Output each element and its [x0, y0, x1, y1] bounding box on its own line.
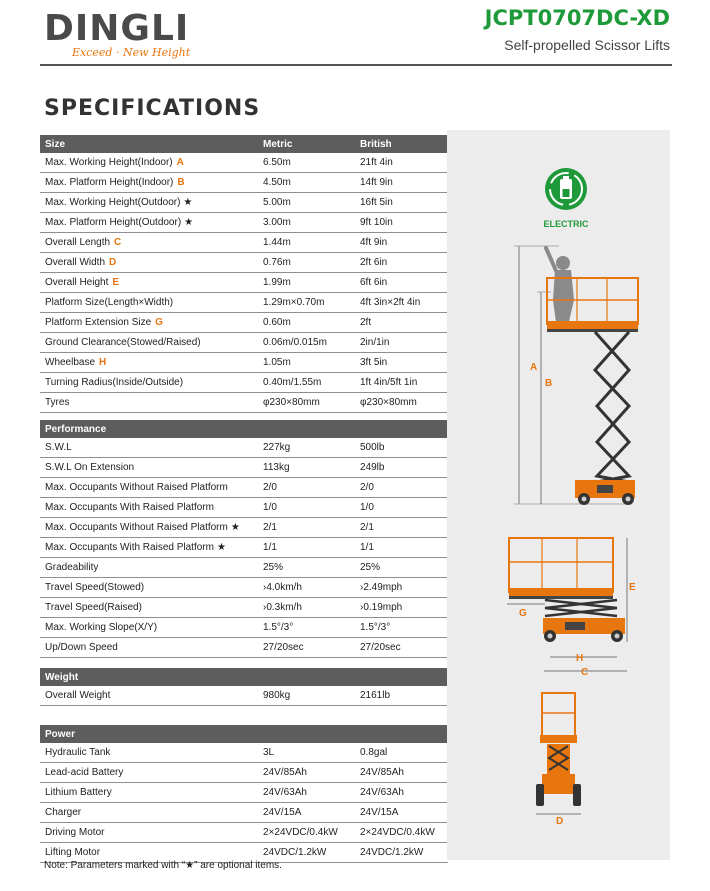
optional-star: ★: [216, 542, 226, 553]
stowed-lift-side-view: [507, 538, 636, 678]
header-cell: Size: [40, 135, 258, 153]
table-row: [40, 193, 448, 213]
table-row: [40, 823, 448, 843]
british-value: 2in/1in: [355, 333, 448, 353]
param-name: Turning Radius(Inside/Outside): [45, 377, 184, 388]
metric-value: 3L: [258, 743, 355, 763]
british-value: 24VDC/1.2kW: [355, 843, 448, 863]
table-row: [40, 803, 448, 823]
table-row: [40, 273, 448, 293]
metric-value: 4.50m: [258, 173, 355, 193]
british-value: 2/1: [355, 518, 448, 538]
british-value: 2ft: [355, 313, 448, 333]
metric-value: 2/0: [258, 478, 355, 498]
header-cell: [355, 668, 448, 686]
param-name: S.W.L On Extension: [45, 462, 135, 473]
param-name: Gradeability: [45, 562, 99, 573]
param-name: Overall Width: [45, 257, 106, 268]
british-value: 249lb: [355, 458, 448, 478]
british-value: 3ft 5in: [355, 353, 448, 373]
param-name: Lithium Battery: [45, 787, 112, 798]
metric-value: ›4.0km/h: [258, 578, 355, 598]
british-value: 25%: [355, 558, 448, 578]
british-value: 1/1: [355, 538, 448, 558]
table-header: [40, 668, 448, 686]
param-name: Overall Weight: [45, 690, 111, 701]
param-name: Max. Platform Height(Outdoor): [45, 217, 182, 228]
british-value: 4ft 9in: [355, 233, 448, 253]
optional-star: ★: [230, 522, 240, 533]
param-name: Max. Occupants With Raised Platform: [45, 502, 214, 513]
dimension-label-d: D: [556, 816, 564, 827]
metric-value: 1.44m: [258, 233, 355, 253]
dimension-label-b: B: [545, 378, 553, 389]
table-row: [40, 173, 448, 193]
metric-value: 980kg: [258, 686, 355, 706]
british-value: 24V/63Ah: [355, 783, 448, 803]
param-name: Wheelbase: [45, 357, 96, 368]
table-row: [40, 333, 448, 353]
metric-value: 3.00m: [258, 213, 355, 233]
param-name: Driving Motor: [45, 827, 105, 838]
param-name: Max. Working Slope(X/Y): [45, 622, 158, 633]
param-name: Max. Occupants Without Raised Platform: [45, 482, 228, 493]
header-cell: Metric: [258, 135, 355, 153]
british-value: 1/0: [355, 498, 448, 518]
dimension-letter: G: [155, 317, 163, 328]
metric-value: ›0.3km/h: [258, 598, 355, 618]
metric-value: 24V/85Ah: [258, 763, 355, 783]
british-value: φ230×80mm: [355, 393, 448, 413]
british-value: 14ft 9in: [355, 173, 448, 193]
param-name: Charger: [45, 807, 82, 818]
table-row: [40, 253, 448, 273]
badge-label: ELECTRIC: [543, 219, 589, 229]
param-name: Max. Working Height(Outdoor): [45, 197, 181, 208]
british-value: 24V/85Ah: [355, 763, 448, 783]
british-value: 4ft 3in×2ft 4in: [355, 293, 448, 313]
metric-value: 6.50m: [258, 153, 355, 173]
dimension-letter: E: [112, 277, 120, 288]
metric-value: 5.00m: [258, 193, 355, 213]
metric-value: 227kg: [258, 438, 355, 458]
table-row: [40, 393, 448, 413]
table-row: [40, 578, 448, 598]
metric-value: 1.29m×0.70m: [258, 293, 355, 313]
dimension-letter: D: [109, 257, 117, 268]
british-value: 21ft 4in: [355, 153, 448, 173]
dimension-label-e: E: [629, 582, 636, 593]
metric-value: 27/20sec: [258, 638, 355, 658]
metric-value: φ230×80mm: [258, 393, 355, 413]
brand-slogan: Exceed · New Height: [72, 46, 191, 59]
header-cell: [258, 420, 355, 438]
table-row: [40, 293, 448, 313]
metric-value: 1/1: [258, 538, 355, 558]
metric-value: 1/0: [258, 498, 355, 518]
power-table: [40, 725, 448, 863]
british-value: 1.5°/3°: [355, 618, 448, 638]
british-value: 2/0: [355, 478, 448, 498]
table-row: [40, 598, 448, 618]
table-row: [40, 458, 448, 478]
optional-star: ★: [184, 217, 194, 228]
metric-value: 1.05m: [258, 353, 355, 373]
table-row: [40, 638, 448, 658]
table-row: [40, 618, 448, 638]
british-value: ›2.49mph: [355, 578, 448, 598]
table-row: [40, 153, 448, 173]
metric-value: 2×24VDC/0.4kW: [258, 823, 355, 843]
dimension-label-g: G: [519, 608, 527, 619]
dimension-letter: B: [177, 177, 185, 188]
footnote: Note: Parameters marked with “★” are optional items.: [44, 860, 282, 871]
british-value: 16ft 5in: [355, 193, 448, 213]
table-row: [40, 783, 448, 803]
header-cell: Power: [40, 725, 258, 743]
dimension-label-c: C: [581, 667, 589, 678]
table-row: [40, 763, 448, 783]
param-name: Hydraulic Tank: [45, 747, 111, 758]
table-header: [40, 135, 448, 153]
model-number: JCPT0707DC-XD: [484, 6, 670, 30]
table-row: [40, 373, 448, 393]
table-row: [40, 313, 448, 333]
table-header: [40, 725, 448, 743]
header-cell: [355, 420, 448, 438]
header-cell: [258, 668, 355, 686]
param-name: Platform Size(Length×Width): [45, 297, 174, 308]
param-name: Travel Speed(Raised): [45, 602, 142, 613]
param-name: Max. Platform Height(Indoor): [45, 177, 174, 188]
param-name: Tyres: [45, 397, 70, 408]
param-name: Lifting Motor: [45, 847, 101, 858]
british-value: 2×24VDC/0.4kW: [355, 823, 448, 843]
table-row: [40, 558, 448, 578]
metric-value: 24V/15A: [258, 803, 355, 823]
optional-star: ★: [183, 197, 193, 208]
dimension-letter: C: [114, 237, 122, 248]
british-value: 0.8gal: [355, 743, 448, 763]
dimension-letter: H: [99, 357, 107, 368]
table-row: [40, 498, 448, 518]
metric-value: 0.40m/1.55m: [258, 373, 355, 393]
dimension-label-a: A: [530, 362, 538, 373]
british-value: 1ft 4in/5ft 1in: [355, 373, 448, 393]
param-name: Max. Occupants Without Raised Platform: [45, 522, 228, 533]
param-name: Max. Working Height(Indoor): [45, 157, 173, 168]
param-name: Overall Height: [45, 277, 109, 288]
british-value: 500lb: [355, 438, 448, 458]
param-name: Up/Down Speed: [45, 642, 118, 653]
metric-value: 24V/63Ah: [258, 783, 355, 803]
dimension-letter: A: [176, 157, 184, 168]
lift-front-view: [536, 693, 581, 827]
param-name: Lead-acid Battery: [45, 767, 124, 778]
table-row: [40, 518, 448, 538]
page-title: SPECIFICATIONS: [44, 96, 261, 121]
metric-value: 0.60m: [258, 313, 355, 333]
metric-value: 113kg: [258, 458, 355, 478]
metric-value: 1.99m: [258, 273, 355, 293]
british-value: 27/20sec: [355, 638, 448, 658]
table-header: [40, 420, 448, 438]
illustration-panel: [447, 130, 670, 860]
scissor-lift-diagram: [447, 130, 670, 860]
brand-logo: DINGLI: [44, 8, 190, 49]
product-subtitle: Self-propelled Scissor Lifts: [504, 37, 670, 53]
table-row: [40, 538, 448, 558]
british-value: 9ft 10in: [355, 213, 448, 233]
header-cell: [258, 725, 355, 743]
british-value: 24V/15A: [355, 803, 448, 823]
british-value: ›0.19mph: [355, 598, 448, 618]
raised-lift-drawing: [514, 246, 638, 505]
table-row: [40, 353, 448, 373]
dimension-label-h: H: [576, 653, 584, 664]
metric-value: 0.06m/0.015m: [258, 333, 355, 353]
table-row: [40, 213, 448, 233]
metric-value: 0.76m: [258, 253, 355, 273]
table-row: [40, 233, 448, 253]
electric-badge-icon: [545, 168, 587, 210]
header-cell: Performance: [40, 420, 258, 438]
metric-value: 2/1: [258, 518, 355, 538]
param-name: Travel Speed(Stowed): [45, 582, 145, 593]
param-name: Platform Extension Size: [45, 317, 152, 328]
british-value: 6ft 6in: [355, 273, 448, 293]
metric-value: 1.5°/3°: [258, 618, 355, 638]
param-name: S.W.L: [45, 442, 72, 453]
header-cell: Weight: [40, 668, 258, 686]
metric-value: 24VDC/1.2kW: [258, 843, 355, 863]
header-divider: [40, 64, 672, 66]
header-cell: [355, 725, 448, 743]
param-name: Ground Clearance(Stowed/Raised): [45, 337, 201, 348]
header-cell: British: [355, 135, 448, 153]
table-row: [40, 743, 448, 763]
size-table: [40, 135, 448, 413]
param-name: Overall Length: [45, 237, 111, 248]
table-row: [40, 438, 448, 458]
table-row: [40, 686, 448, 706]
param-name: Max. Occupants With Raised Platform: [45, 542, 214, 553]
table-row: [40, 478, 448, 498]
metric-value: 25%: [258, 558, 355, 578]
performance-table: [40, 420, 448, 658]
british-value: 2161lb: [355, 686, 448, 706]
weight-table: [40, 668, 448, 706]
british-value: 2ft 6in: [355, 253, 448, 273]
